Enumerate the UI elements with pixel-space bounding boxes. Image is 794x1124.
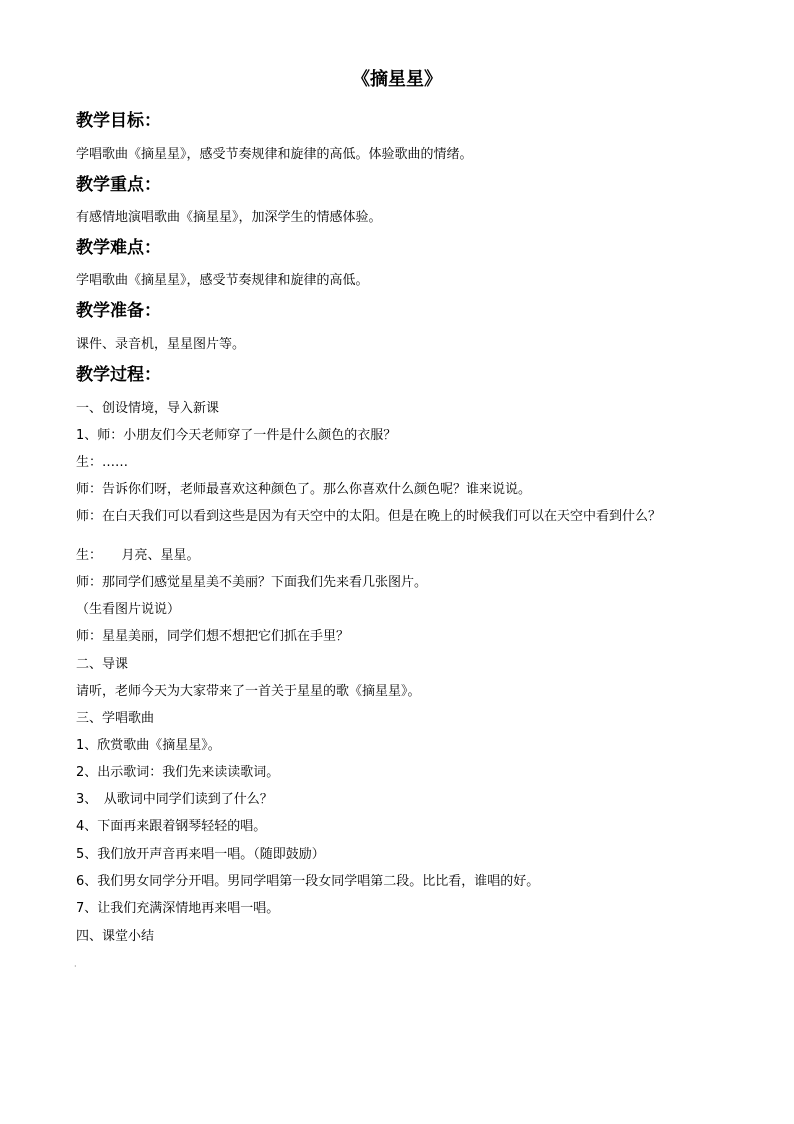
- teaching-key-text: 有感情地演唱歌曲《摘星星》，加深学生的情感体验。: [76, 210, 382, 225]
- process-line: 生： 月亮、星星。: [76, 548, 200, 563]
- process-line: 5、我们放开声音再来唱一唱。（随即鼓励）: [76, 847, 325, 862]
- heading-teaching-difficulty: 教学难点：: [76, 238, 161, 258]
- process-line: 四、课堂小结: [76, 929, 155, 944]
- process-line: 7、让我们充满深情地再来唱一唱。: [76, 901, 280, 916]
- process-line: 师：在白天我们可以看到这些是因为有天空中的太阳。但是在晚上的时候我们可以在天空中看到什么？: [76, 509, 662, 524]
- process-line: 1、欣赏歌曲《摘星星》。: [76, 738, 221, 753]
- heading-teaching-goal: 教学目标：: [76, 111, 161, 131]
- process-line: 二、导课: [76, 657, 129, 672]
- heading-teaching-key: 教学重点：: [76, 175, 161, 195]
- process-line: 师：告诉你们呀，老师最喜欢这种颜色了。那么你喜欢什么颜色呢？谁来说说。: [76, 482, 532, 497]
- process-line: 2、出示歌词：我们先来读读歌词。: [76, 765, 280, 780]
- process-line: 4、下面再来跟着钢琴轻轻的唱。: [76, 819, 267, 834]
- process-line: 生：……: [76, 455, 129, 470]
- teaching-goal-text: 学唱歌曲《摘星星》，感受节奏规律和旋律的高低。体验歌曲的情绪。: [76, 147, 473, 162]
- process-line: 请听，老师今天为大家带来了一首关于星星的歌《摘星星》。: [76, 684, 421, 699]
- process-line: 3、 从歌词中同学们读到了什么？: [76, 792, 273, 807]
- process-line: 师：那同学们感觉星星美不美丽？下面我们先来看几张图片。: [76, 575, 428, 590]
- teaching-prep-text: 课件、录音机，星星图片等。: [76, 337, 246, 352]
- process-line: （生看图片说说）: [76, 602, 181, 617]
- process-line: 1、师：小朋友们今天老师穿了一件是什么颜色的衣服？: [76, 428, 397, 443]
- stray-mark: ·: [74, 962, 77, 971]
- teaching-difficulty-text: 学唱歌曲《摘星星》，感受节奏规律和旋律的高低。: [76, 273, 369, 288]
- process-line: 师：星星美丽，同学们想不想把它们抓在手里？: [76, 629, 350, 644]
- heading-teaching-process: 教学过程：: [76, 365, 161, 385]
- process-line: 6、我们男女同学分开唱。男同学唱第一段女同学唱第二段。比比看，谁唱的好。: [76, 874, 540, 889]
- process-line: 一、创设情境，导入新课: [76, 401, 220, 416]
- heading-teaching-prep: 教学准备：: [76, 301, 161, 321]
- process-line: 三、学唱歌曲: [76, 711, 155, 726]
- document-title: 《摘星星》: [352, 69, 442, 90]
